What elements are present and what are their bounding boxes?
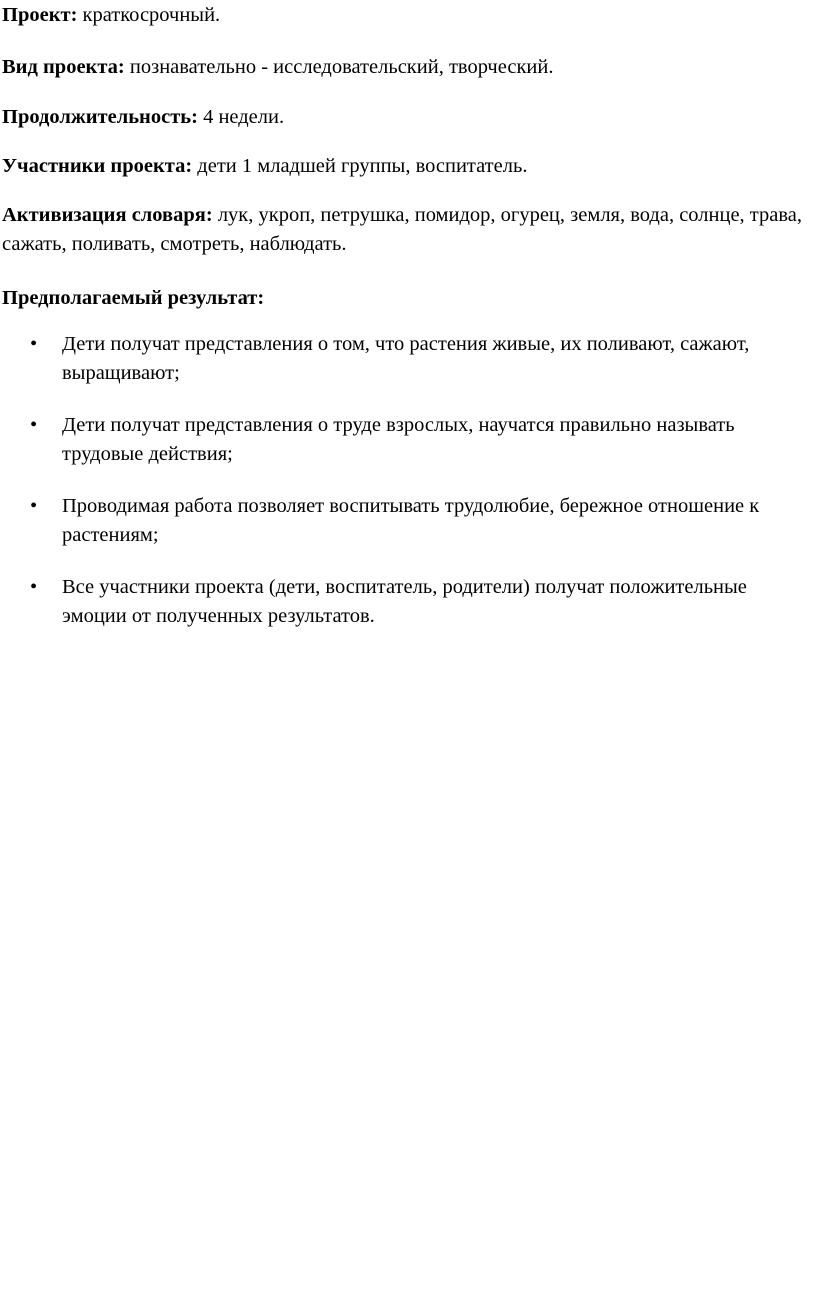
expected-result-label: Предполагаемый результат: [2, 287, 265, 309]
expected-result-heading [2, 284, 810, 313]
list-item-text: Все участники проекта (дети, воспитатель, родители) получат положительные эмоции от полученных результатов. [62, 576, 747, 627]
duration-value: 4 недели. [197, 106, 285, 128]
list-item-text: Проводимая работа позволяет воспитывать трудолюбие, бережное отношение к растениям; [62, 495, 760, 546]
project-kind-line [2, 53, 810, 82]
bullet-icon: • [30, 333, 38, 355]
bullet-icon: • [30, 576, 38, 598]
duration-label: Продолжительность: [2, 106, 198, 128]
list-item [0, 330, 802, 388]
bullet-icon: • [30, 495, 38, 517]
list-item [0, 411, 802, 469]
project-value: краткосрочный. [77, 4, 221, 26]
expected-result-list [0, 330, 816, 654]
list-item-text: Дети получат представления о труде взрослых, научатся правильно называть трудовые действия; [62, 414, 735, 465]
project-kind-label: Вид проекта: [2, 56, 125, 78]
duration-line [2, 103, 810, 132]
project-kind-value: познавательно - исследовательский, творческий. [124, 56, 554, 78]
vocabulary-label: Активизация словаря: [2, 204, 213, 226]
list-item [0, 573, 802, 631]
list-item-text: Дети получат представления о том, что растения живые, их поливают, сажают, выращивают; [62, 333, 750, 384]
participants-value: дети 1 младшей группы, воспитатель. [192, 155, 528, 177]
bullet-icon: • [30, 414, 38, 436]
vocabulary-value: лук, укроп, петрушка, помидор, огурец, земля, вода, солнце, трава, сажать, поливать, смотреть, наблюдать. [2, 204, 803, 255]
project-duration-type-line [2, 1, 810, 30]
vocabulary-paragraph [2, 201, 810, 259]
project-label: Проект: [2, 4, 78, 26]
list-item [0, 492, 802, 550]
participants-line [2, 152, 810, 181]
participants-label: Участники проекта: [2, 155, 193, 177]
